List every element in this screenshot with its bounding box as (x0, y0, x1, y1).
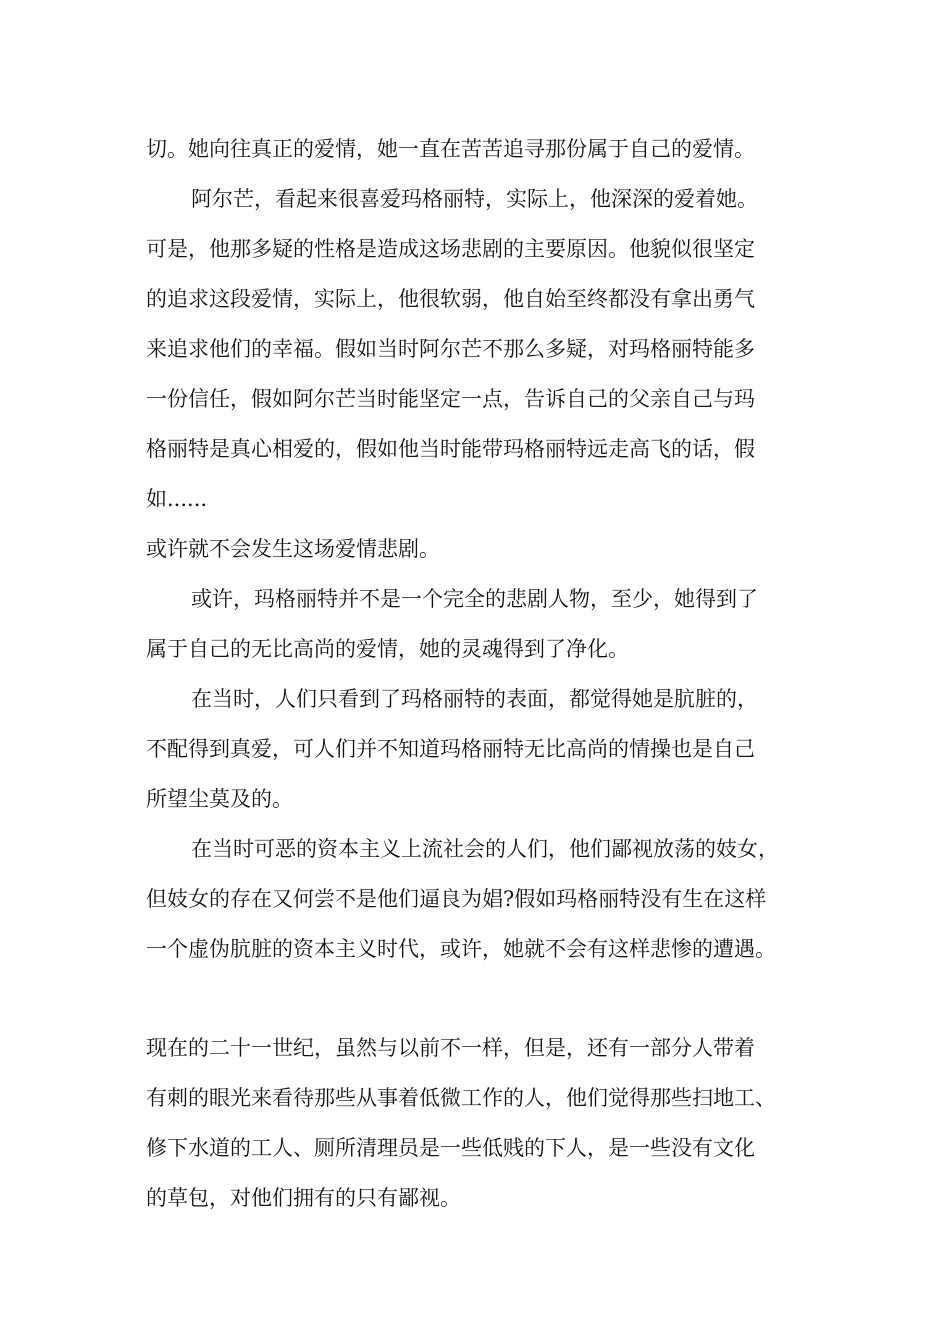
text-line: 一份信任，假如阿尔芒当时能坚定一点，告诉自己的父亲自己与玛 (146, 387, 755, 411)
text-line: 或许就不会发生这场爱情悲剧。 (146, 537, 440, 561)
paragraph-first-line: 阿尔芒，看起来很喜爱玛格丽特，实际上，他深深的爱着她。 (191, 187, 758, 211)
text-line: 有刺的眼光来看待那些从事着低微工作的人，他们觉得那些扫地工、 (146, 1086, 776, 1110)
text-line: 一个虚伪肮脏的资本主义时代，或许，她就不会有这样悲惨的遭遇。 (146, 937, 776, 961)
text-line: 属于自己的无比高尚的爱情，她的灵魂得到了净化。 (146, 637, 629, 661)
text-line: 的追求这段爱情，实际上，他很软弱，他自始至终都没有拿出勇气 (146, 287, 755, 311)
text-line: 来追求他们的幸福。假如当时阿尔芒不那么多疑，对玛格丽特能多 (146, 337, 755, 361)
text-line: 修下水道的工人、厕所清理员是一些低贱的下人，是一些没有文化 (146, 1136, 755, 1160)
text-line: 可是，他那多疑的性格是造成这场悲剧的主要原因。他貌似很坚定 (146, 237, 755, 261)
text-line: 切。她向往真正的爱情，她一直在苦苦追寻那份属于自己的爱情。 (146, 137, 755, 161)
paragraph-first-line: 在当时，人们只看到了玛格丽特的表面，都觉得她是肮脏的， (191, 687, 758, 711)
text-line: 不配得到真爱，可人们并不知道玛格丽特无比高尚的情操也是自己 (146, 737, 755, 761)
text-line: 如...... (146, 487, 208, 511)
paragraph-first-line: 在当时可恶的资本主义上流社会的人们，他们鄙视放荡的妓女， (191, 837, 779, 861)
text-line: 所望尘莫及的。 (146, 787, 293, 811)
text-line: 格丽特是真心相爱的，假如他当时能带玛格丽特远走高飞的话，假 (146, 437, 755, 461)
text-line: 现在的二十一世纪，虽然与以前不一样，但是，还有一部分人带着 (146, 1036, 755, 1060)
paragraph-first-line: 或许，玛格丽特并不是一个完全的悲剧人物，至少，她得到了 (191, 587, 758, 611)
text-line: 但妓女的存在又何尝不是他们逼良为娼?假如玛格丽特没有生在这样 (146, 887, 767, 911)
text-line: 的草包，对他们拥有的只有鄙视。 (146, 1186, 461, 1210)
